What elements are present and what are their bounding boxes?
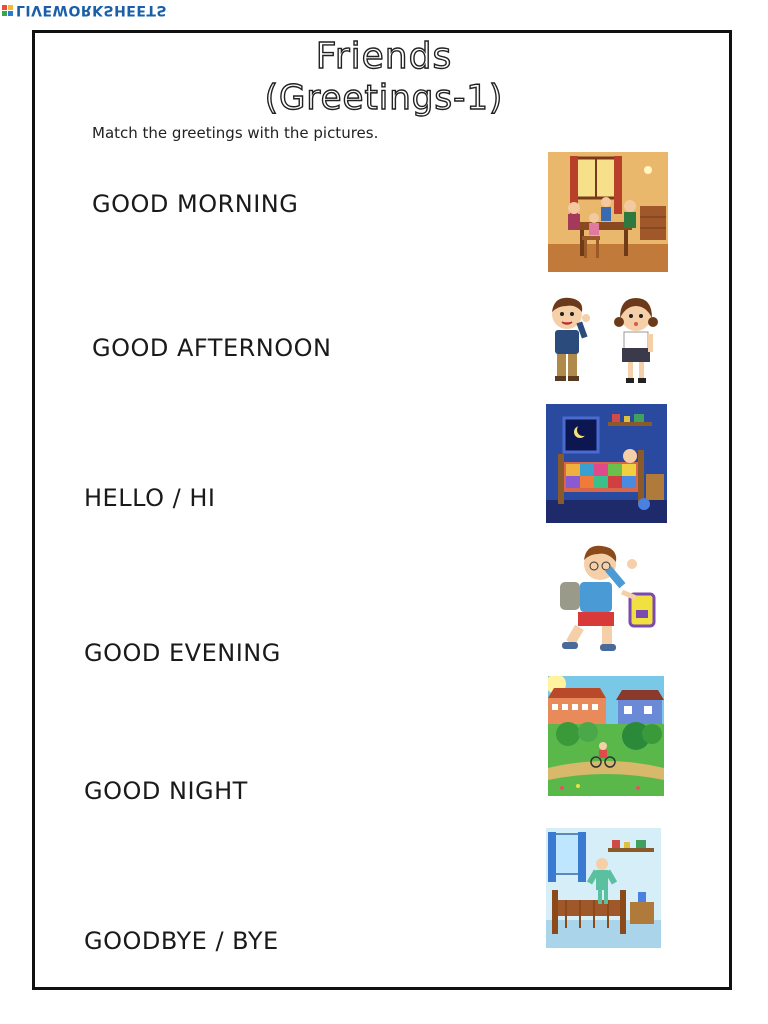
logo-text: LIVEWORKSHEETS xyxy=(16,2,168,18)
worksheet-title: Friends xyxy=(315,36,453,77)
picture-family-dinner[interactable] xyxy=(548,152,668,272)
liveworksheets-logo xyxy=(2,2,167,18)
picture-park-afternoon[interactable] xyxy=(548,676,664,796)
picture-kids-waving[interactable] xyxy=(540,292,670,386)
picture-morning-bedroom[interactable] xyxy=(546,828,661,948)
instruction-text: Match the greetings with the pictures. xyxy=(92,124,379,142)
picture-boy-backpack[interactable] xyxy=(556,542,664,654)
logo-mark-icon xyxy=(2,5,13,16)
picture-night-bedroom[interactable] xyxy=(546,404,667,523)
greeting-good-evening[interactable]: GOOD EVENING xyxy=(84,639,281,667)
greeting-good-afternoon[interactable]: GOOD AFTERNOON xyxy=(92,334,332,362)
worksheet-subtitle: (Greetings-1) xyxy=(264,78,504,118)
greeting-goodbye-bye[interactable]: GOODBYE / BYE xyxy=(84,927,279,955)
greeting-good-night[interactable]: GOOD NIGHT xyxy=(84,777,248,805)
greeting-hello-hi[interactable]: HELLO / HI xyxy=(84,484,216,512)
greeting-good-morning[interactable]: GOOD MORNING xyxy=(92,190,299,218)
